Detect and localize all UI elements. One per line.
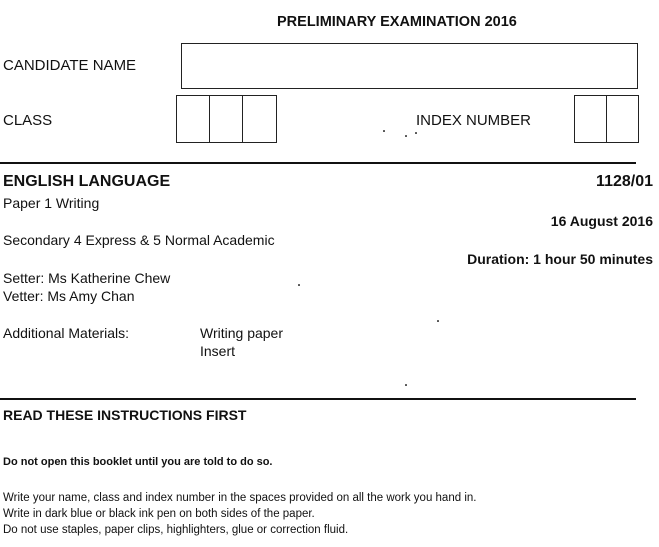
instructions-warning: Do not open this booklet until you are told to do so. <box>3 456 273 468</box>
paper-code: 1128/01 <box>596 173 653 190</box>
setter-text: Setter: Ms Katherine Chew <box>3 270 171 286</box>
vetter-text: Vetter: Ms Amy Chan <box>3 288 135 304</box>
scan-speck <box>405 135 407 137</box>
instruction-line: Write your name, class and index number in the spaces provided on all the work you hand in. <box>3 492 477 504</box>
index-box-divider <box>606 96 607 142</box>
scan-speck <box>383 130 385 132</box>
instruction-line: Write in dark blue or black ink pen on both sides of the paper. <box>3 508 315 520</box>
index-number-field[interactable] <box>574 95 639 143</box>
material-item: Insert <box>200 343 236 359</box>
materials-label: Additional Materials: <box>3 325 130 341</box>
duration-text: Duration: 1 hour 50 minutes <box>467 251 653 267</box>
exam-title: PRELIMINARY EXAMINATION 2016 <box>277 14 517 30</box>
class-box-divider <box>242 96 243 142</box>
material-item: Writing paper <box>200 325 284 341</box>
class-box-divider <box>209 96 210 142</box>
class-field[interactable] <box>176 95 277 143</box>
paper-name: Paper 1 Writing <box>3 195 100 211</box>
candidate-name-label: CANDIDATE NAME <box>3 57 137 74</box>
candidate-name-field[interactable] <box>181 43 638 89</box>
scan-speck <box>298 284 300 286</box>
instructions-heading: READ THESE INSTRUCTIONS FIRST <box>3 407 247 423</box>
instruction-line: Do not use staples, paper clips, highlighters, glue or correction fluid. <box>3 524 349 536</box>
scan-speck <box>437 320 439 322</box>
class-label: CLASS <box>3 112 53 129</box>
header-divider <box>0 162 636 164</box>
scan-speck <box>415 132 417 134</box>
level-text: Secondary 4 Express & 5 Normal Academic <box>3 232 275 248</box>
index-number-label: INDEX NUMBER <box>416 112 532 129</box>
scan-speck <box>405 384 407 386</box>
subject-title: ENGLISH LANGUAGE <box>3 173 171 190</box>
section-divider <box>0 398 636 400</box>
exam-date: 16 August 2016 <box>550 213 653 229</box>
